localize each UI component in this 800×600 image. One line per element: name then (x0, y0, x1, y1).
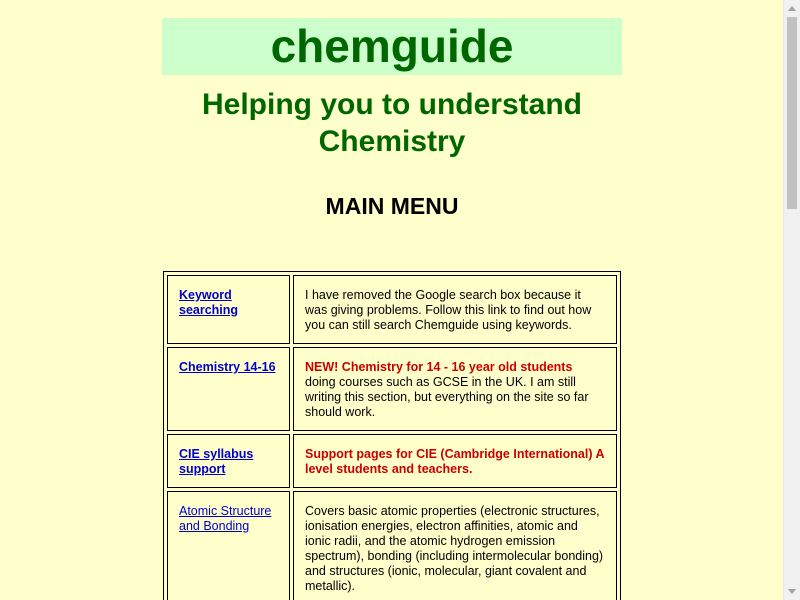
menu-row-chemistry-14-16 (167, 347, 617, 431)
chemistry-14-16-description: doing courses such as GCSE in the UK. I am still writing this section, but everything on the site so far should work. (305, 375, 589, 419)
cie-syllabus-support-link[interactable]: CIE syllabus support (179, 447, 254, 476)
scroll-up-arrow-icon[interactable] (784, 0, 800, 17)
site-name: chemguide (270, 20, 514, 72)
keyword-searching-link[interactable]: Keyword searching (179, 288, 239, 317)
scroll-down-arrow-icon[interactable] (784, 583, 800, 600)
menu-link-cell (167, 434, 290, 488)
atomic-structure-description: Covers basic atomic properties (electronic structures, ionisation energies, electron affinities, atomic and ionic radii, and the atomic hydrogen emission spectrum), bonding (including intermolecular bonding) and structures (ionic, molecular, giant covalent and metallic). (305, 504, 604, 593)
menu-description (293, 491, 617, 600)
chemistry-14-16-highlight: NEW! Chemistry for 14 - 16 year old students (305, 360, 573, 374)
menu-title: MAIN MENU (325, 193, 459, 219)
menu-description (293, 434, 617, 488)
site-banner (162, 18, 622, 75)
menu-row-atomic-structure (167, 491, 617, 600)
vertical-scrollbar[interactable] (783, 0, 800, 600)
scroll-thumb[interactable] (787, 17, 797, 209)
menu-link-cell (167, 491, 290, 600)
menu-row-cie-syllabus (167, 434, 617, 488)
menu-link-cell (167, 347, 290, 431)
atomic-structure-link[interactable]: Atomic Structure and Bonding (179, 504, 272, 533)
keyword-searching-description: I have removed the Google search box because it was giving problems. Follow this link to find out how you can still search Chemguide using keywords. (305, 288, 592, 332)
menu-description (293, 275, 617, 344)
menu-description (293, 347, 617, 431)
menu-row-keyword-searching (167, 275, 617, 344)
menu-link-cell (167, 275, 290, 344)
main-menu-table (163, 271, 621, 600)
cie-syllabus-highlight: Support pages for CIE (Cambridge International) A level students and teachers. (305, 447, 605, 476)
chemistry-14-16-link[interactable]: Chemistry 14-16 (179, 360, 276, 374)
tagline: Helping you to understand Chemistry (202, 88, 582, 158)
